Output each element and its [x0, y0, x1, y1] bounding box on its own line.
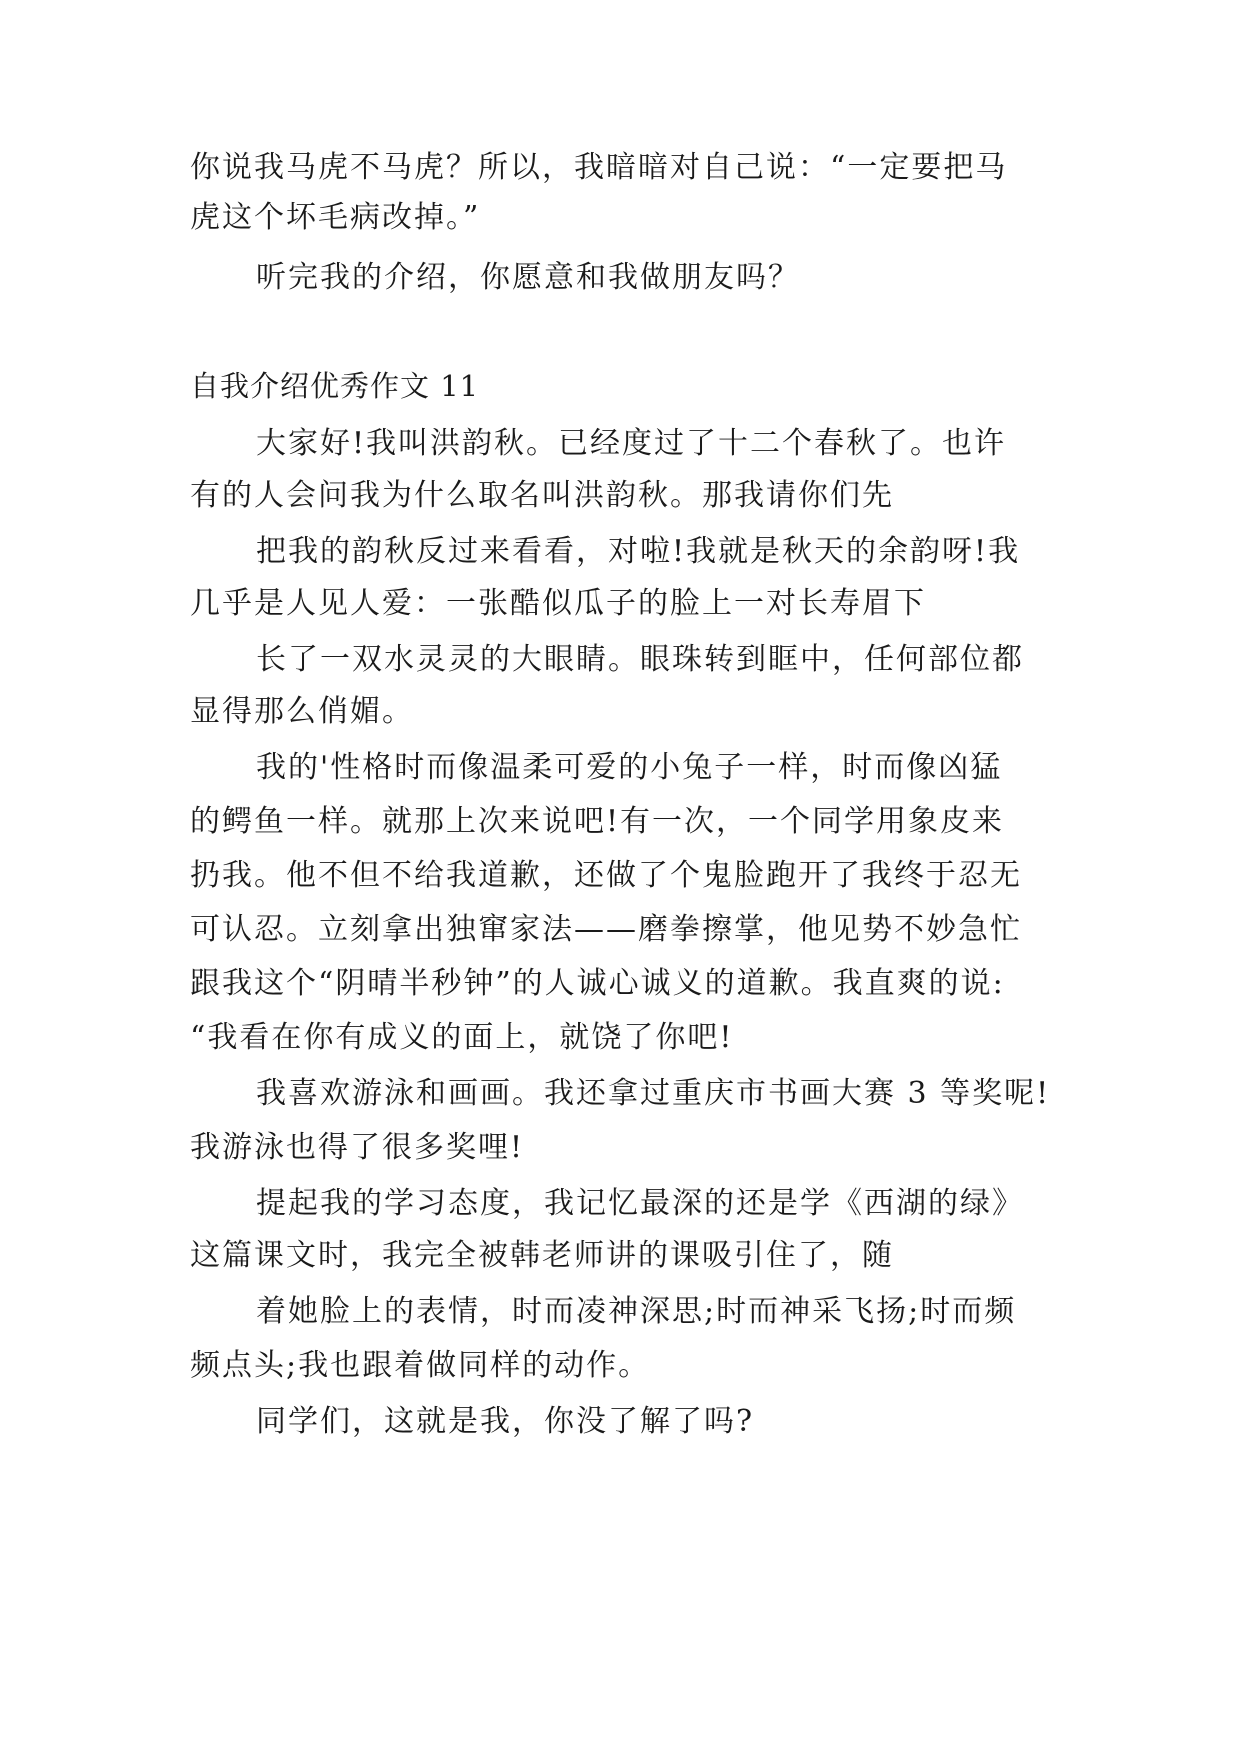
text-line: 把我的韵秋反过来看看，对啦!我就是秋天的余韵呀!我	[256, 534, 1021, 569]
text-line: 几乎是人见人爱：一张酷似瓜子的脸上一对长寿眉下	[190, 586, 926, 621]
text-line: 你说我马虎不马虎？所以，我暗暗对自己说：“一定要把马	[190, 150, 1008, 185]
text-line: 的鳄鱼一样。就那上次来说吧!有一次，一个同学用象皮来	[190, 804, 1005, 839]
text-line: 频点头;我也跟着做同样的动作。	[190, 1348, 651, 1383]
text-line: 这篇课文时，我完全被韩老师讲的课吸引住了，随	[190, 1238, 894, 1273]
text-line: 跟我这个“阴晴半秒钟”的人诚心诚义的道歉。我直爽的说:	[190, 966, 1005, 1001]
text-line: 大家好!我叫洪韵秋。已经度过了十二个春秋了。也许	[256, 426, 1007, 461]
text-line: “我看在你有成义的面上，就饶了你吧!	[190, 1020, 734, 1055]
text-line: 我的'性格时而像温柔可爱的小兔子一样，时而像凶猛	[256, 750, 1003, 785]
text-line: 着她脸上的表情，时而凌神深思;时而神采飞扬;时而频	[256, 1294, 1017, 1329]
text-line: 虎这个坏毛病改掉。”	[190, 200, 481, 235]
text-line: 听完我的介绍，你愿意和我做朋友吗？	[256, 260, 800, 295]
text-line: 有的人会问我为什么取名叫洪韵秋。那我请你们先	[190, 478, 894, 513]
text-line: 扔我。他不但不给我道歉，还做了个鬼脸跑开了我终于忍无	[190, 858, 1022, 893]
text-line: 可认忍。立刻拿出独窜家法——磨拳擦掌，他见势不妙急忙	[190, 912, 1022, 947]
text-line: 显得那么俏媚。	[190, 694, 414, 729]
text-line: 提起我的学习态度，我记忆最深的还是学《西湖的绿》	[256, 1186, 1024, 1221]
section-heading: 自我介绍优秀作文 11	[190, 369, 480, 403]
text-line: 同学们，这就是我，你没了解了吗?	[256, 1404, 755, 1439]
text-line: 我游泳也得了很多奖哩!	[190, 1130, 525, 1165]
text-line: 我喜欢游泳和画画。我还拿过重庆市书画大赛 3 等奖呢!	[256, 1076, 1051, 1111]
text-line: 长了一双水灵灵的大眼睛。眼珠转到眶中，任何部位都	[256, 642, 1024, 677]
